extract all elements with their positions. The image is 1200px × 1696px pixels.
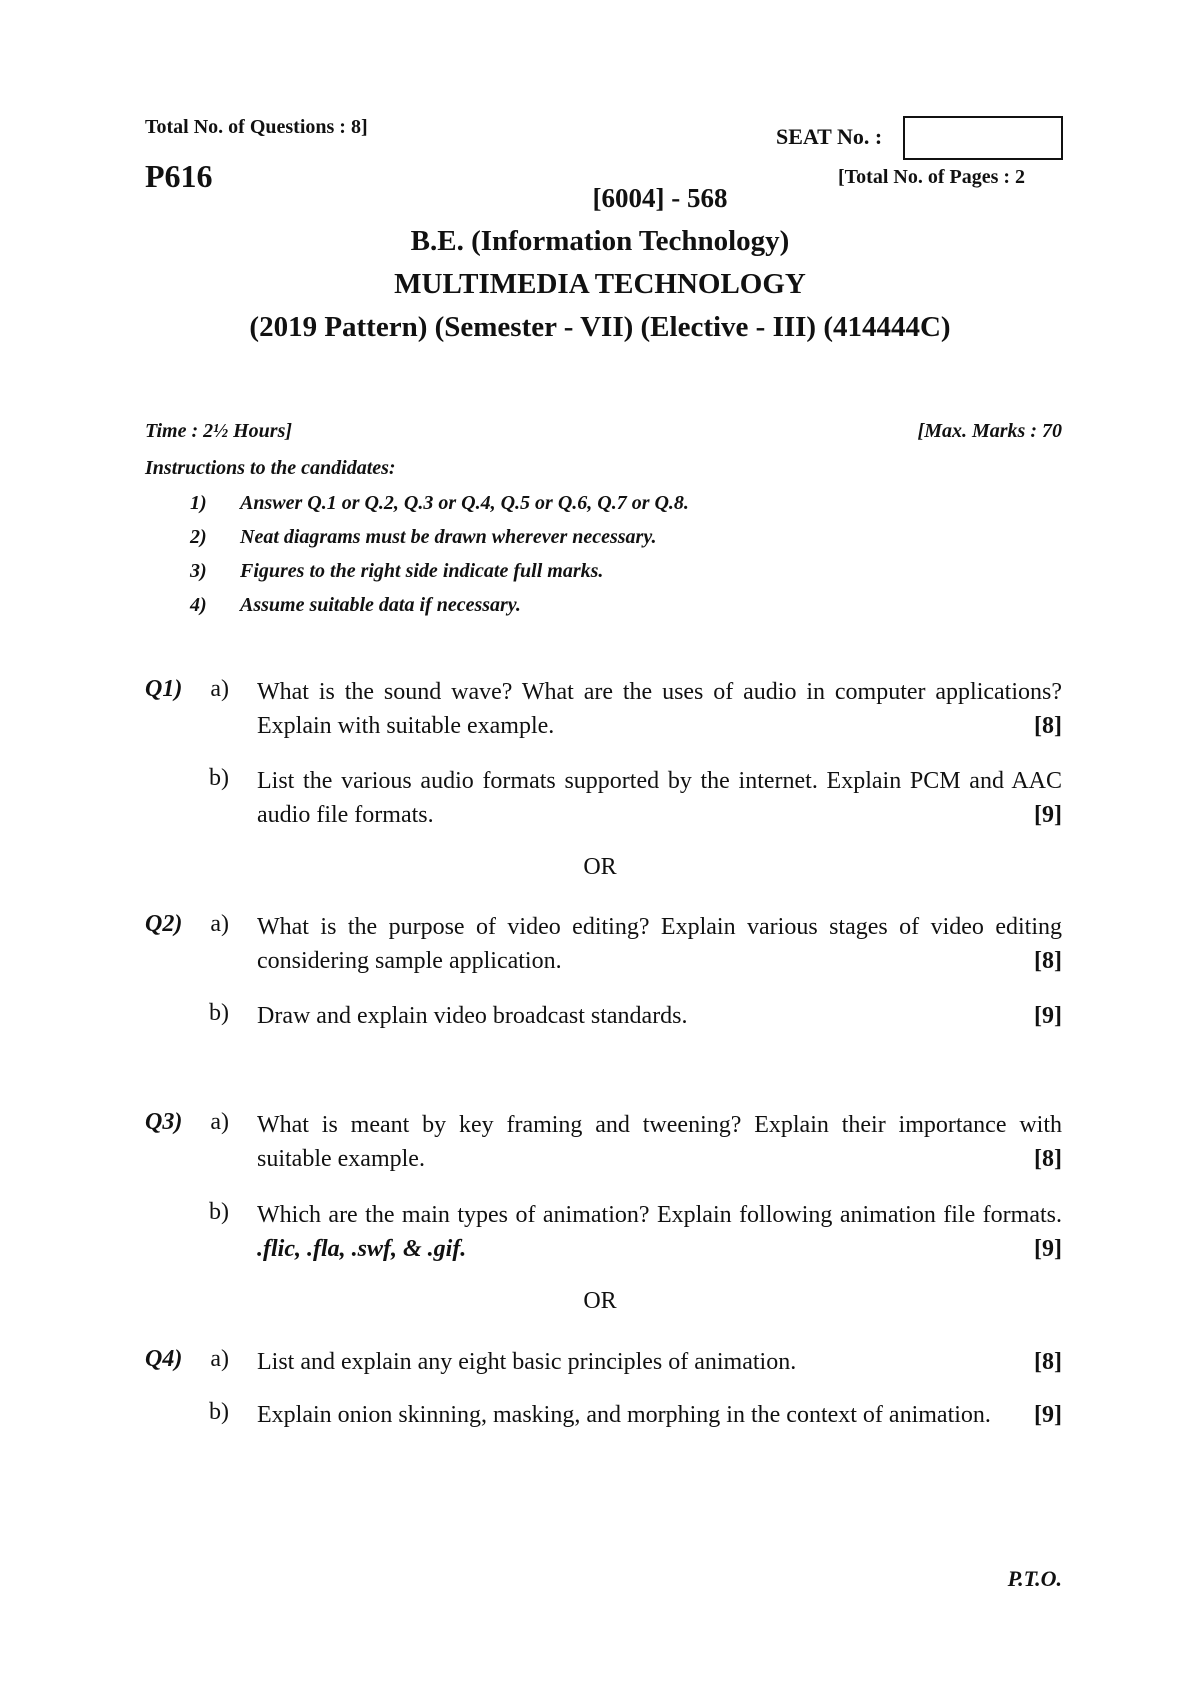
question-number: Q4) (145, 1346, 183, 1372)
question-number: Q2) (145, 911, 183, 937)
question-body: What is the sound wave? What are the uses of audio in computer applications? Explain with suitable example. (257, 679, 1062, 739)
question-part-label: b) (209, 1000, 229, 1026)
question-number: Q3) (145, 1109, 183, 1135)
question-part-label: a) (210, 1109, 229, 1135)
degree-title: B.E. (Information Technology) (410, 225, 790, 257)
question-body: List the various audio formats supported by the internet. Explain PCM and AAC audio file formats. (257, 768, 1062, 828)
instruction-item (190, 526, 656, 549)
seat-number-box[interactable] (903, 116, 1063, 160)
instruction-text: Neat diagrams must be drawn wherever necessary. (240, 526, 657, 548)
question-marks: [8] (1034, 948, 1062, 974)
file-formats: .flic, .fla, .swf, & .gif. (257, 1236, 467, 1262)
question-text (257, 1198, 1062, 1266)
subject-title: MULTIMEDIA TECHNOLOGY (394, 268, 806, 300)
question-marks: [9] (1034, 1003, 1062, 1029)
question-part-label: a) (210, 676, 229, 702)
or-separator: OR (583, 854, 617, 880)
question-text (257, 999, 1062, 1033)
or-separator: OR (583, 1288, 617, 1314)
question-text (257, 764, 1062, 832)
question-text (257, 1108, 1062, 1176)
question-marks: [8] (1034, 713, 1062, 739)
question-part-label: b) (209, 1399, 229, 1425)
instruction-number: 1) (190, 492, 207, 514)
question-marks: [8] (1034, 1146, 1062, 1172)
question-body: List and explain any eight basic principles of animation. (257, 1349, 797, 1375)
question-part-label: b) (209, 1199, 229, 1225)
question-body: Which are the main types of animation? Explain following animation file formats. (257, 1202, 1062, 1228)
instruction-number: 4) (190, 594, 207, 616)
total-pages: [Total No. of Pages : 2 (838, 166, 1026, 188)
question-part-label: a) (210, 911, 229, 937)
question-body: Explain onion skinning, masking, and morphing in the context of animation. (257, 1402, 991, 1428)
max-marks: [Max. Marks : 70 (917, 420, 1062, 442)
instruction-text: Answer Q.1 or Q.2, Q.3 or Q.4, Q.5 or Q.6, Q.7 or Q.8. (240, 492, 689, 514)
instructions-title: Instructions to the candidates: (145, 457, 396, 479)
question-marks: [9] (1034, 1402, 1062, 1428)
total-questions: Total No. of Questions : 8] (145, 116, 368, 138)
question-number: Q1) (145, 676, 183, 702)
question-text (257, 1345, 1062, 1379)
instruction-number: 3) (190, 560, 207, 582)
instruction-text: Figures to the right side indicate full marks. (240, 560, 604, 582)
instruction-text: Assume suitable data if necessary. (240, 594, 521, 616)
pattern-info: (2019 Pattern) (Semester - VII) (Elective - III) (414444C) (249, 311, 951, 343)
question-text (257, 1398, 1062, 1432)
question-body: What is the purpose of video editing? Explain various stages of video editing considering sample application. (257, 914, 1062, 974)
instruction-item (190, 560, 603, 583)
seat-number-label: SEAT No. : (776, 124, 883, 149)
question-text (257, 675, 1062, 743)
instruction-item (190, 594, 521, 617)
instruction-number: 2) (190, 526, 207, 548)
question-body: What is meant by key framing and tweening? Explain their importance with suitable example. (257, 1112, 1062, 1172)
paper-code: P616 (145, 158, 213, 194)
exam-code: [6004] - 568 (592, 183, 728, 213)
question-part-label: b) (209, 765, 229, 791)
question-body: Draw and explain video broadcast standards. (257, 1003, 688, 1029)
question-marks: [8] (1034, 1349, 1062, 1375)
question-text (257, 910, 1062, 978)
exam-time: Time : 2½ Hours] (145, 420, 293, 442)
instruction-item (190, 492, 689, 515)
question-part-label: a) (210, 1346, 229, 1372)
question-marks: [9] (1034, 1236, 1062, 1262)
question-marks: [9] (1034, 802, 1062, 828)
please-turn-over: P.T.O. (1007, 1566, 1062, 1591)
